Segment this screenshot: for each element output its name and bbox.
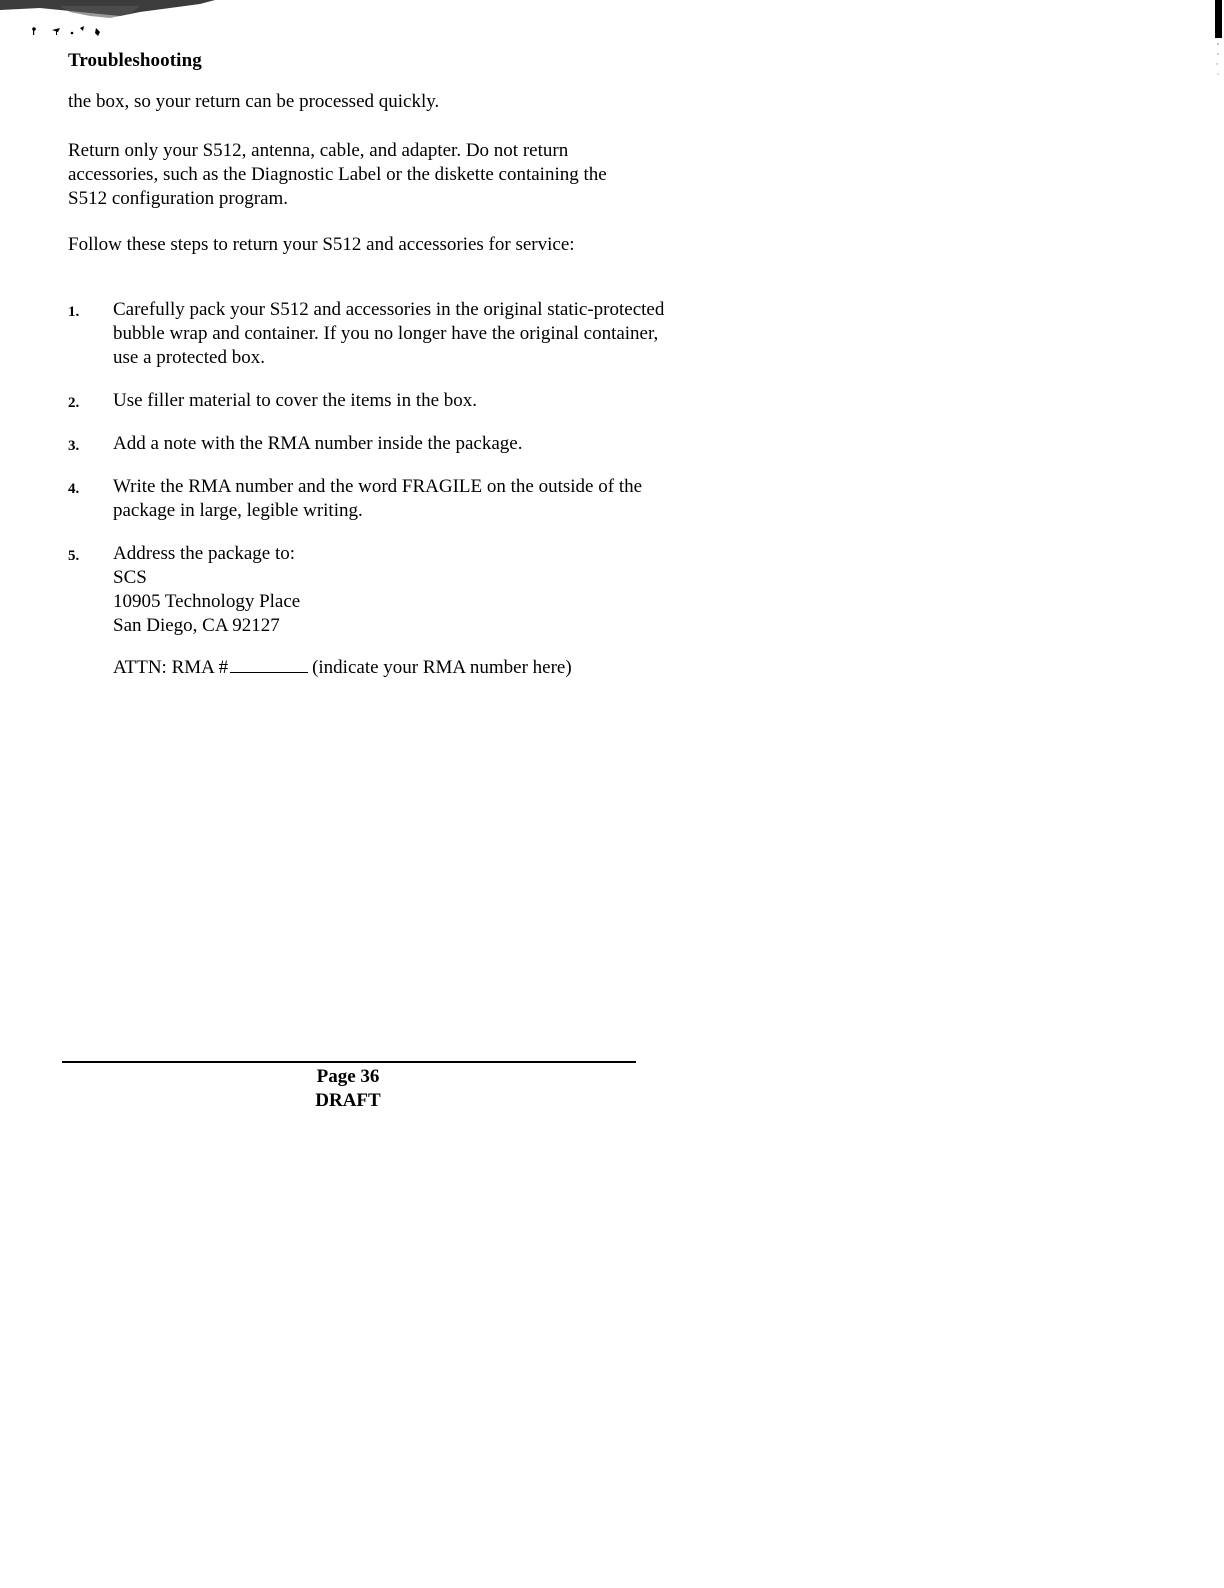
- scan-edge-specks: [1216, 40, 1220, 80]
- address-name: SCS: [113, 567, 147, 588]
- step-text: Use filler material to cover the items in the box.: [113, 390, 478, 411]
- attn-prefix: ATTN: RMA #: [113, 657, 229, 678]
- rma-number-blank: [230, 658, 308, 673]
- list-item: [68, 298, 668, 370]
- scan-edge-mark: [1215, 0, 1222, 38]
- footer-divider: [62, 1061, 636, 1063]
- paragraph-return-processing: the box, so your return can be processed quickly.: [68, 91, 440, 112]
- address-street: 10905 Technology Place: [113, 591, 301, 612]
- list-item: [68, 389, 668, 413]
- step-number: 2.: [68, 395, 80, 411]
- attn-suffix: (indicate your RMA number here): [312, 657, 572, 678]
- scan-smudge: [0, 0, 220, 40]
- step-number: 1.: [68, 304, 80, 320]
- step-text: Carefully pack your S512 and accessories in the original static-protected bubble wrap and container. If you no longer have the original container, use a protected box.: [113, 299, 665, 368]
- section-title: Troubleshooting: [68, 50, 202, 71]
- paragraph-steps-intro: Follow these steps to return your S512 and accessories for service:: [68, 234, 575, 255]
- list-item: [68, 432, 668, 456]
- step-text: Write the RMA number and the word FRAGILE on the outside of the package in large, legible writing.: [113, 476, 643, 521]
- list-item: [68, 475, 668, 523]
- page-number: Page 36: [316, 1066, 380, 1087]
- return-steps-list: [68, 298, 668, 657]
- step-number: 3.: [68, 438, 80, 454]
- step-number: 5.: [68, 548, 80, 564]
- paragraph-return-items: Return only your S512, antenna, cable, and adapter. Do not return accessories, such as the Diagnostic Label or the diskette containing the S512 configuration program.: [68, 140, 607, 209]
- list-item: [68, 542, 668, 638]
- step-number: 4.: [68, 481, 80, 497]
- attn-line: [113, 656, 572, 680]
- step-text: Add a note with the RMA number inside the package.: [113, 433, 523, 454]
- draft-label: DRAFT: [315, 1090, 381, 1111]
- step-text: Address the package to:: [113, 543, 296, 564]
- address-city: San Diego, CA 92127: [113, 615, 280, 636]
